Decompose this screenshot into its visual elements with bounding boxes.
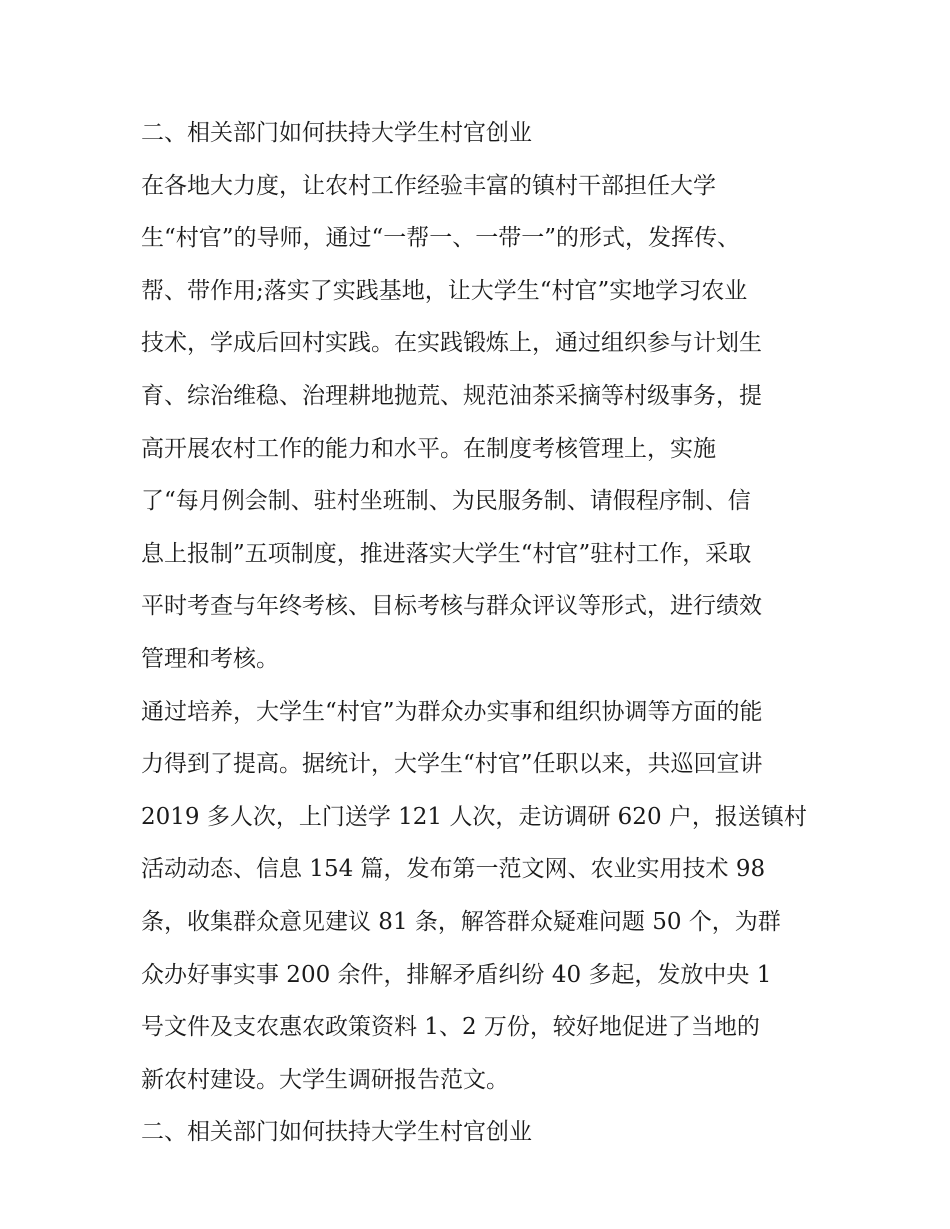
paragraph-line: 了“每月例会制、驻村坐班制、为民服务制、请假程序制、信 (141, 488, 751, 515)
section-heading: 二、相关部门如何扶持大学生村官创业 (141, 120, 532, 146)
paragraph-line: 新农村建设。大学生调研报告范文。 (141, 1066, 509, 1093)
paragraph-line: 通过培养，大学生“村官”为群众办实事和组织协调等方面的能 (141, 698, 763, 725)
paragraph-line: 技术，学成后回村实践。在实践锻炼上，通过组织参与计划生 (141, 330, 762, 357)
section-heading: 二、相关部门如何扶持大学生村官创业 (141, 1119, 532, 1146)
paragraph-line: 力得到了提高。据统计，大学生“村官”任职以来，共巡回宣讲 (141, 751, 763, 778)
paragraph-line: 条，收集群众意见建议 81 条，解答群众疑难问题 50 个，为群 (141, 908, 781, 935)
document-body (141, 107, 821, 1159)
paragraph-line: 息上报制”五项制度，推进落实大学生“村官”驻村工作，采取 (141, 540, 752, 567)
paragraph-line: 在各地大力度，让农村工作经验丰富的镇村干部担任大学 (141, 172, 716, 199)
paragraph-line: 号文件及支农惠农政策资料 1、2 万份，较好地促进了当地的 (141, 1014, 760, 1041)
paragraph-line: 平时考查与年终考核、目标考核与群众评议等形式，进行绩效 (141, 593, 762, 620)
paragraph-line: 管理和考核。 (141, 645, 279, 672)
paragraph-line: 活动动态、信息 154 篇，发布第一范文网、农业实用技术 98 (141, 856, 766, 883)
paragraph-line: 2019 多人次，上门送学 121 人次，走访调研 620 户，报送镇村 (141, 803, 807, 830)
paragraph-line: 帮、带作用;落实了实践基地，让大学生“村官”实地学习农业 (141, 277, 748, 304)
paragraph-line: 高开展农村工作的能力和水平。在制度考核管理上，实施 (141, 435, 716, 462)
paragraph-line: 生“村官”的导师，通过“一帮一、一带一”的形式，发挥传、 (141, 225, 741, 252)
paragraph-line: 育、综治维稳、治理耕地抛荒、规范油茶采摘等村级事务，提 (141, 382, 762, 409)
paragraph-line: 众办好事实事 200 余件，排解矛盾纠纷 40 多起，发放中央 1 (141, 961, 772, 988)
